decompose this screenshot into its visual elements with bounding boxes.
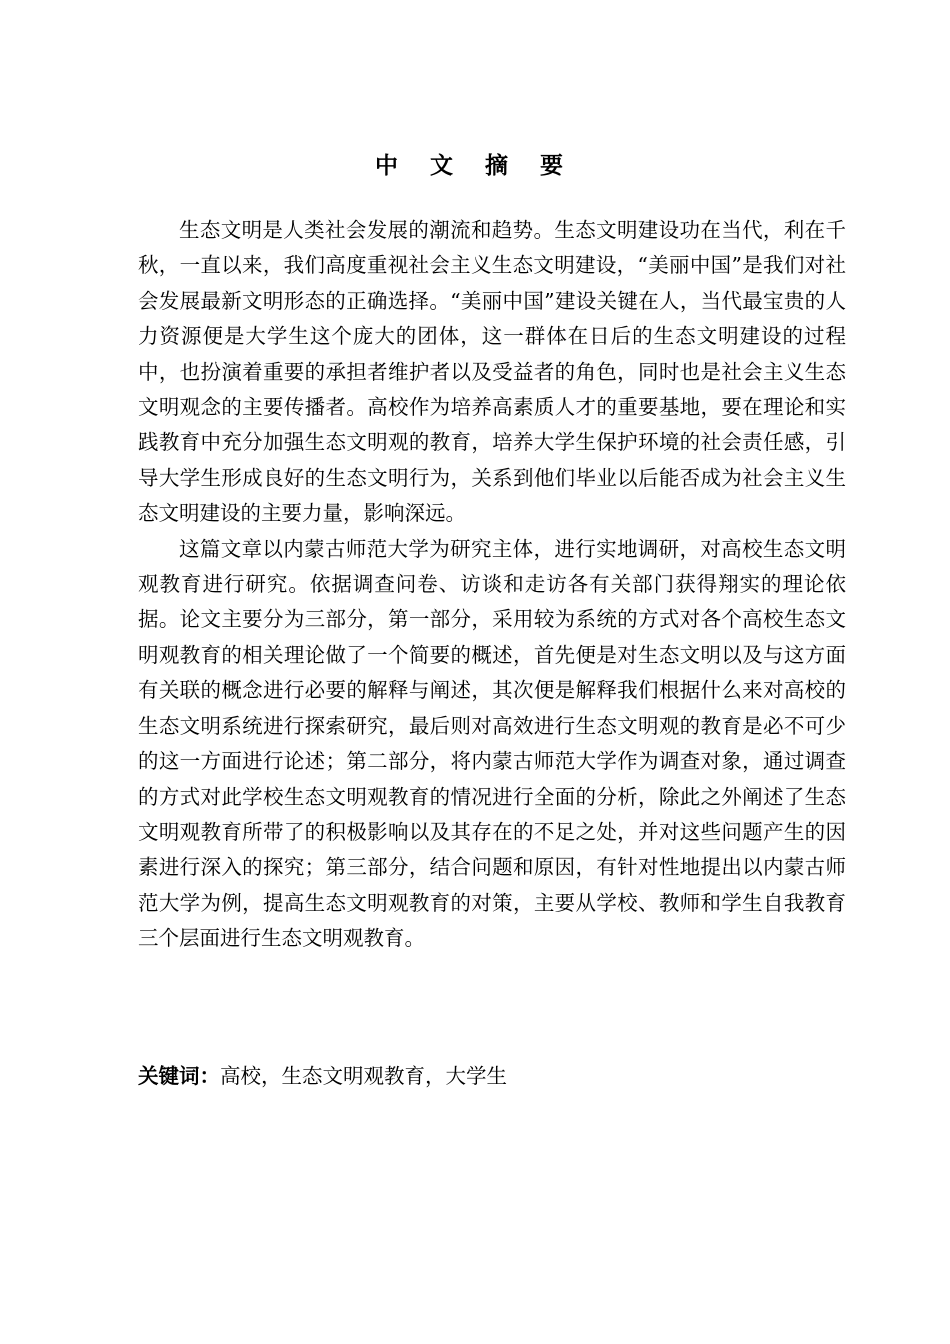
abstract-paragraph-2: 这篇文章以内蒙古师范大学为研究主体，进行实地调研，对高校生态文明观教育进行研究。依据调查问卷、访谈和走访各有关部门获得翔实的理论依据。论文主要分为三部分，第一部分，采用较为系统的方式对各个高校生态文明观教育的相关理论做了一个简要的概述，首先便是对生态文明以及与这方面有关联的概念进行必要的解释与阐述，其次便是解释我们根据什么来对高校的生态文明系统进行探索研究，最后则对高效进行生态文明观的教育是必不可少的这一方面进行论述；第二部分，将内蒙古师范大学作为调查对象，通过调查的方式对此学校生态文明观教育的情况进行全面的分析，除此之外阐述了生态文明观教育所带了的积极影响以及其存在的不足之处，并对这些问题产生的因素进行深入的探究；第三部分，结合问题和原因，有针对性地提出以内蒙古师范大学为例，提高生态文明观教育的对策，主要从学校、教师和学生自我教育三个层面进行生态文明观教育。 — [138, 536, 846, 951]
keywords-value: 高校，生态文明观教育，大学生 — [220, 1064, 507, 1088]
keywords-label: 关键词： — [138, 1064, 220, 1088]
abstract-paragraph-1: 生态文明是人类社会发展的潮流和趋势。生态文明建设功在当代，利在千秋，一直以来，我们高度重视社会主义生态文明建设，“美丽中国”是我们对社会发展最新文明形态的正确选择。“美丽中国”建设关键在人，当代最宝贵的人力资源便是大学生这个庞大的团体，这一群体在日后的生态文明建设的过程中，也扮演着重要的承担者维护者以及受益者的角色，同时也是社会主义生态文明观念的主要传播者。高校作为培养高素质人才的重要基地，要在理论和实践教育中充分加强生态文明观的教育，培养大学生保护环境的社会责任感，引导大学生形成良好的生态文明行为，关系到他们毕业以后能否成为社会主义生态文明建设的主要力量，影响深远。 — [138, 218, 846, 526]
page-title: 中 文 摘 要 — [374, 153, 576, 179]
abstract-body — [138, 213, 846, 957]
keywords-line — [138, 1059, 846, 1094]
